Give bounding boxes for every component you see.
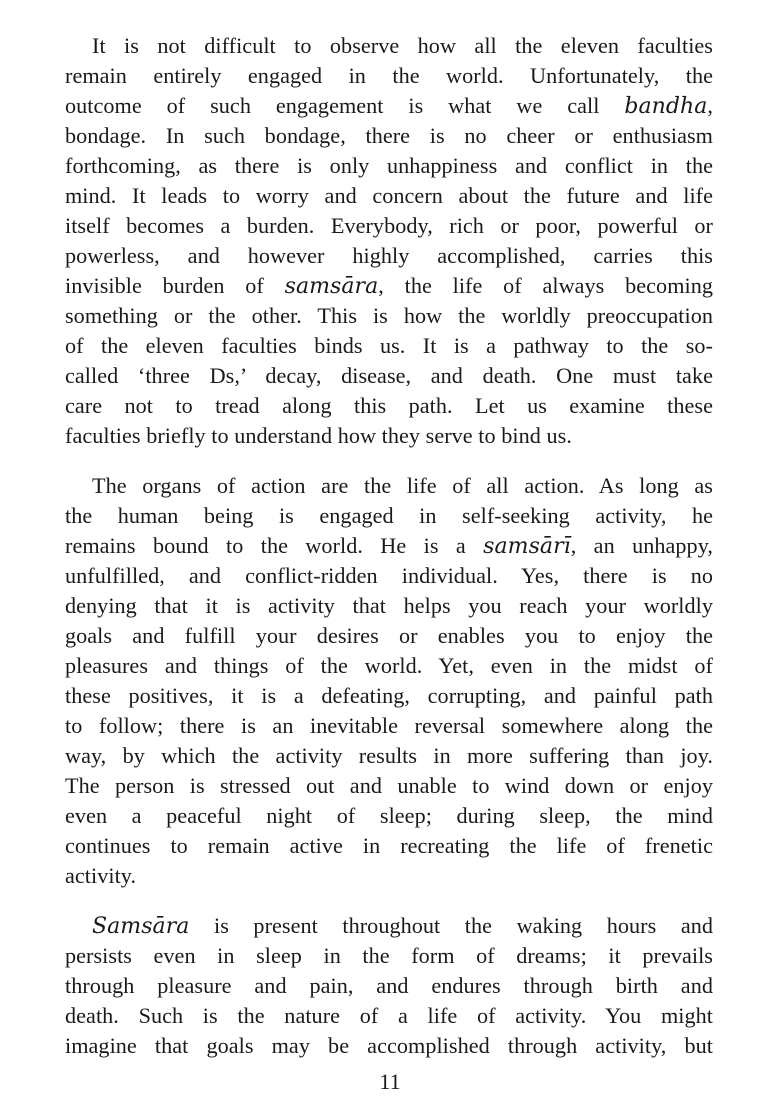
- sanskrit-term: samsārī: [483, 534, 571, 559]
- text-line: these positives, it is a defeating, corrupting, and painful path: [65, 683, 713, 708]
- text-line: care not to tread along this path. Let us examine these: [65, 393, 713, 418]
- text-line: denying that it is activity that helps you reach your worldly: [65, 593, 713, 618]
- text-line: The person is stressed out and unable to wind down or enjoy: [65, 773, 713, 798]
- text-line: way, by which the activity results in more suffering than joy.: [65, 743, 713, 768]
- paragraph-2: [65, 471, 713, 891]
- text-line: the human being is engaged in self-seeking activity, he: [65, 503, 713, 528]
- sanskrit-term: Samsāra: [92, 914, 190, 939]
- text-segment: , an unhappy,: [570, 533, 714, 558]
- text-segment: outcome of such engagement is what we call: [65, 93, 625, 118]
- paragraph-1: [65, 31, 713, 451]
- page-number: 11: [379, 1069, 401, 1094]
- text-line: [65, 911, 713, 941]
- text-line: to follow; there is an inevitable reversal somewhere along the: [65, 713, 713, 738]
- text-line: goals and fulfill your desires or enables you to enjoy the: [65, 623, 713, 648]
- text-segment: invisible burden of: [65, 273, 285, 298]
- paragraph-3: [65, 911, 713, 1061]
- text-line: [65, 91, 713, 121]
- text-line: [65, 271, 713, 301]
- text-line: [65, 531, 713, 561]
- text-line: through pleasure and pain, and endures through birth and: [65, 973, 713, 998]
- text-line: faculties briefly to understand how they serve to bind us.: [65, 423, 572, 448]
- sanskrit-term: samsāra: [284, 274, 379, 299]
- text-line: imagine that goals may be accomplished through activity, but: [65, 1033, 713, 1058]
- text-line: called ‘three Ds,’ decay, disease, and death. One must take: [65, 363, 713, 388]
- text-line: something or the other. This is how the worldly preoccupation: [65, 303, 713, 328]
- text-line: continues to remain active in recreating the life of frenetic: [65, 833, 713, 858]
- sanskrit-term: bandha: [624, 94, 708, 119]
- text-line: pleasures and things of the world. Yet, even in the midst of: [65, 653, 713, 678]
- text-line: mind. It leads to worry and concern about the future and life: [65, 183, 713, 208]
- text-line: bondage. In such bondage, there is no cheer or enthusiasm: [65, 123, 713, 148]
- text-line: It is not difficult to observe how all the eleven faculties: [92, 33, 713, 58]
- text-segment: remains bound to the world. He is a: [65, 533, 484, 558]
- text-line: itself becomes a burden. Everybody, rich or poor, powerful or: [65, 213, 713, 238]
- text-segment: ,: [707, 93, 713, 118]
- text-segment: , the life of always becoming: [378, 273, 714, 298]
- text-line: The organs of action are the life of all action. As long as: [92, 473, 713, 498]
- text-line: forthcoming, as there is only unhappiness and conflict in the: [65, 153, 713, 178]
- text-line: even a peaceful night of sleep; during sleep, the mind: [65, 803, 713, 828]
- text-line: remain entirely engaged in the world. Unfortunately, the: [65, 63, 713, 88]
- text-segment: is present throughout the waking hours and: [189, 913, 713, 938]
- text-line: unfulfilled, and conflict-ridden individual. Yes, there is no: [65, 563, 713, 588]
- text-line: persists even in sleep in the form of dreams; it prevails: [65, 943, 713, 968]
- text-line: powerless, and however highly accomplished, carries this: [65, 243, 713, 268]
- text-line: of the eleven faculties binds us. It is a pathway to the so-: [65, 333, 713, 358]
- text-line: activity.: [65, 863, 137, 888]
- text-line: death. Such is the nature of a life of activity. You might: [65, 1003, 713, 1028]
